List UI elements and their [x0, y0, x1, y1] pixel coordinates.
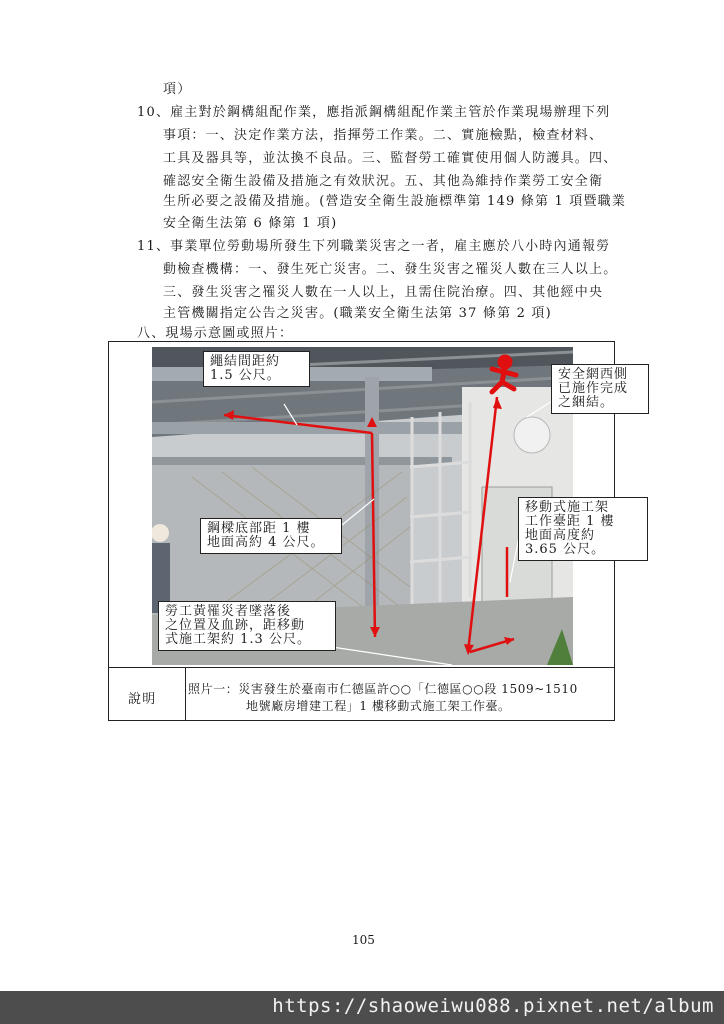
text-line: 11、事業單位勞動場所發生下列職業災害之一者，雇主應於八小時內通報勞: [137, 239, 611, 254]
callout-scaffold-height: [518, 497, 648, 561]
text-line: 確認安全衛生設備及措施之有效狀況。五、其他為維持作業勞工安全衛: [163, 174, 604, 189]
callout-text: 鋼樑底部距 1 樓: [207, 521, 311, 536]
watermark-bar: [0, 991, 724, 1024]
callout-text: 勞工黃罹災者墜落後: [165, 604, 292, 619]
callout-text: 1.5 公尺。: [210, 368, 281, 383]
text-line: 動檢查機構：一、發生死亡災害。二、發生災害之罹災人數在三人以上。: [163, 262, 618, 277]
text-line: 項）: [163, 82, 192, 97]
callout-text: 工作臺距 1 樓: [525, 514, 615, 529]
callout-text: 地面高度約: [525, 528, 596, 543]
callout-text: 之位置及血跡，距移動: [165, 618, 306, 633]
text-line: 工具及器具等，並汰換不良品。三、監督勞工確實使用個人防護具。四、: [163, 151, 618, 166]
watermark-url: https://shaoweiwu088.pixnet.net/album: [272, 995, 714, 1017]
text-line: 事項：一、決定作業方法，指揮勞工作業。二、實施檢點，檢查材料、: [163, 128, 604, 143]
caption-line: 地號廠房增建工程」1 樓移動式施工架工作臺。: [246, 699, 511, 713]
callout-text: 移動式施工架: [525, 500, 610, 515]
callout-text: 之綑結。: [558, 395, 615, 410]
callout-text: 地面高約 4 公尺。: [207, 535, 325, 550]
text-line: 主管機關指定公告之災害。(職業安全衛生法第 37 條第 2 項): [163, 306, 552, 321]
callout-rope-spacing: [203, 351, 310, 387]
callout-text: 3.65 公尺。: [525, 542, 606, 557]
caption-label: 說明: [128, 692, 157, 707]
callout-beam-height: [200, 518, 342, 554]
callout-text: 繩結間距約: [210, 354, 281, 369]
callout-victim-position: [158, 601, 336, 651]
caption-line: 照片一：災害發生於臺南市仁德區許○○「仁德區○○段 1509~1510: [188, 682, 578, 696]
section-heading: 八、現場示意圖或照片：: [137, 326, 294, 341]
page-number: 105: [352, 933, 375, 947]
callout-text: 式施工架約 1.3 公尺。: [165, 632, 311, 647]
text-line: 三、發生災害之罹災人數在一人以上，且需住院治療。四、其他經中央: [163, 285, 604, 300]
callout-text: 已施作完成: [558, 381, 629, 396]
text-line: 生所必要之設備及措施。(營造安全衛生設施標準第 149 條第 1 項暨職業: [163, 194, 627, 209]
callout-safety-net: [551, 364, 649, 414]
text-line: 10、雇主對於鋼構組配作業，應指派鋼構組配作業主管於作業現場辦理下列: [137, 105, 611, 120]
frame-column-divider: [185, 667, 186, 720]
callout-text: 安全網西側: [558, 367, 629, 382]
text-line: 安全衛生法第 6 條第 1 項): [163, 216, 338, 231]
